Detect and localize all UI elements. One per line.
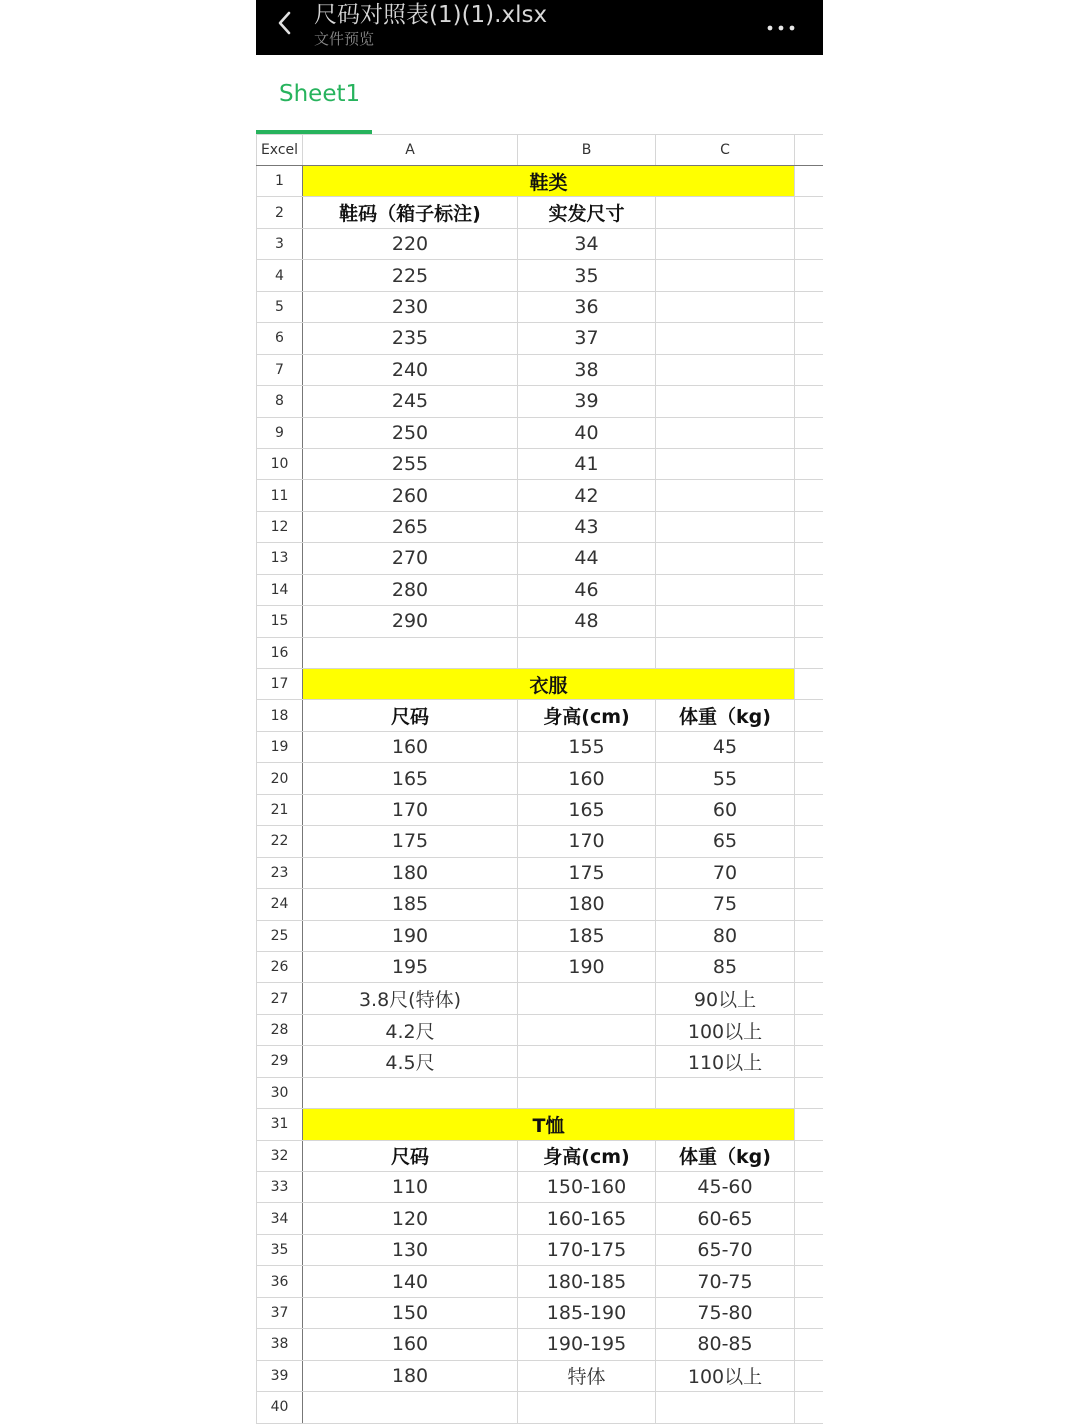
table-row <box>257 1077 824 1108</box>
table-row <box>257 857 824 888</box>
cell[interactable]: 170 <box>303 794 518 825</box>
row-header[interactable]: 22 <box>257 826 303 857</box>
header-cell[interactable] <box>656 197 795 228</box>
table-row <box>257 1172 824 1203</box>
row-header[interactable]: 36 <box>257 1266 303 1297</box>
cell[interactable]: 75 <box>656 889 795 920</box>
table-row <box>257 480 824 511</box>
row-header[interactable]: 11 <box>257 480 303 511</box>
cell[interactable]: 180 <box>303 1360 518 1391</box>
row-header[interactable]: 30 <box>257 1077 303 1108</box>
cell[interactable]: 180 <box>518 889 656 920</box>
cell[interactable]: 4.5尺 <box>303 1046 518 1077</box>
header-cell[interactable]: 身高(cm) <box>518 700 656 731</box>
spreadsheet-grid <box>256 134 823 1424</box>
row-header[interactable]: 29 <box>257 1046 303 1077</box>
column-header-row <box>257 135 824 166</box>
column-header-extra <box>795 135 824 166</box>
row-header[interactable]: 35 <box>257 1234 303 1265</box>
table-row <box>257 197 824 228</box>
cell[interactable]: 46 <box>518 574 656 605</box>
cell[interactable]: 185-190 <box>518 1297 656 1328</box>
header-cell[interactable]: 尺码 <box>303 1140 518 1171</box>
table-row <box>257 1140 824 1171</box>
cell[interactable] <box>795 1360 824 1391</box>
table-row <box>257 983 824 1014</box>
cell[interactable]: 280 <box>303 574 518 605</box>
row-header[interactable]: 6 <box>257 323 303 354</box>
cell[interactable] <box>656 417 795 448</box>
cell[interactable] <box>795 606 824 637</box>
cell[interactable] <box>303 1392 518 1423</box>
table-row <box>257 448 824 479</box>
column-header-c[interactable]: C <box>656 135 795 166</box>
column-header-b[interactable]: B <box>518 135 656 166</box>
cell[interactable]: 80-85 <box>656 1329 795 1360</box>
cell[interactable]: 43 <box>518 511 656 542</box>
cell[interactable] <box>656 291 795 322</box>
cell[interactable] <box>795 983 824 1014</box>
sheet-tabs <box>256 55 823 135</box>
cell[interactable]: 42 <box>518 480 656 511</box>
cell[interactable]: 110 <box>303 1172 518 1203</box>
cell[interactable]: 65-70 <box>656 1234 795 1265</box>
table-row <box>257 1266 824 1297</box>
table-row <box>257 543 824 574</box>
cell[interactable] <box>518 983 656 1014</box>
row-header[interactable]: 13 <box>257 543 303 574</box>
row-header[interactable]: 9 <box>257 417 303 448</box>
cell[interactable] <box>795 637 824 668</box>
cell[interactable]: 48 <box>518 606 656 637</box>
table-row <box>257 574 824 605</box>
cell[interactable] <box>795 480 824 511</box>
table-row <box>257 417 824 448</box>
cell[interactable] <box>303 637 518 668</box>
cell[interactable] <box>795 574 824 605</box>
tab-sheet1[interactable] <box>256 55 372 135</box>
row-header[interactable]: 31 <box>257 1109 303 1140</box>
row-header[interactable]: 7 <box>257 354 303 385</box>
cell[interactable] <box>795 228 824 259</box>
cell[interactable] <box>518 1077 656 1108</box>
cell[interactable]: 140 <box>303 1266 518 1297</box>
row-header[interactable]: 40 <box>257 1392 303 1423</box>
cell[interactable] <box>795 826 824 857</box>
cell[interactable]: 160 <box>303 731 518 762</box>
cell[interactable] <box>656 1392 795 1423</box>
cell[interactable]: 3.8尺(特体) <box>303 983 518 1014</box>
cell[interactable]: 60 <box>656 794 795 825</box>
cell[interactable] <box>795 323 824 354</box>
cell[interactable]: 185 <box>303 889 518 920</box>
table-row <box>257 700 824 731</box>
cell[interactable] <box>795 543 824 574</box>
cell[interactable]: 230 <box>303 291 518 322</box>
cell[interactable]: 240 <box>303 354 518 385</box>
app-screen <box>256 0 823 1426</box>
row-header[interactable]: 12 <box>257 511 303 542</box>
cell[interactable]: 55 <box>656 763 795 794</box>
cell[interactable]: 37 <box>518 323 656 354</box>
header-cell[interactable]: 体重（kg) <box>656 1140 795 1171</box>
cell[interactable]: 110以上 <box>656 1046 795 1077</box>
table-row <box>257 637 824 668</box>
row-header[interactable]: 34 <box>257 1203 303 1234</box>
table-row <box>257 951 824 982</box>
cell[interactable] <box>518 1014 656 1045</box>
row-header[interactable]: 21 <box>257 794 303 825</box>
cell[interactable] <box>795 1014 824 1045</box>
cell[interactable] <box>795 731 824 762</box>
table-row <box>257 826 824 857</box>
cell[interactable]: 39 <box>518 386 656 417</box>
table-row <box>257 1297 824 1328</box>
cell[interactable]: 220 <box>303 228 518 259</box>
cell[interactable] <box>656 606 795 637</box>
row-header[interactable]: 24 <box>257 889 303 920</box>
cell[interactable] <box>795 1297 824 1328</box>
cell[interactable] <box>656 511 795 542</box>
cell[interactable]: 190 <box>518 951 656 982</box>
cell[interactable]: 特体 <box>518 1360 656 1391</box>
row-header[interactable]: 5 <box>257 291 303 322</box>
section-title-cell[interactable]: 衣服 <box>303 669 795 700</box>
cell[interactable] <box>795 889 824 920</box>
row-header[interactable]: 32 <box>257 1140 303 1171</box>
cell[interactable] <box>303 1077 518 1108</box>
cell[interactable] <box>656 1077 795 1108</box>
cell[interactable] <box>795 920 824 951</box>
title-bar <box>256 0 823 55</box>
cell[interactable] <box>795 354 824 385</box>
cell[interactable] <box>795 1329 824 1360</box>
table-row <box>257 794 824 825</box>
table-row <box>257 889 824 920</box>
row-header[interactable]: 16 <box>257 637 303 668</box>
cell[interactable] <box>795 1234 824 1265</box>
row-header[interactable]: 8 <box>257 386 303 417</box>
cell[interactable]: 35 <box>518 260 656 291</box>
cell[interactable]: 75-80 <box>656 1297 795 1328</box>
cell[interactable] <box>795 511 824 542</box>
cell[interactable]: 175 <box>303 826 518 857</box>
row-header[interactable]: 25 <box>257 920 303 951</box>
row-header[interactable]: 15 <box>257 606 303 637</box>
cell[interactable] <box>795 417 824 448</box>
cell[interactable]: 36 <box>518 291 656 322</box>
cell[interactable] <box>795 1392 824 1423</box>
cell[interactable]: 41 <box>518 448 656 479</box>
cell[interactable] <box>656 574 795 605</box>
cell[interactable]: 80 <box>656 920 795 951</box>
cell[interactable] <box>656 480 795 511</box>
cell[interactable]: 290 <box>303 606 518 637</box>
cell[interactable] <box>795 291 824 322</box>
row-header[interactable]: 26 <box>257 951 303 982</box>
row-header[interactable]: 18 <box>257 700 303 731</box>
cell[interactable]: 165 <box>518 794 656 825</box>
cell[interactable]: 70 <box>656 857 795 888</box>
cell[interactable]: 38 <box>518 354 656 385</box>
cell[interactable]: 245 <box>303 386 518 417</box>
row-header[interactable]: 4 <box>257 260 303 291</box>
table-row <box>257 291 824 322</box>
cell[interactable]: 34 <box>518 228 656 259</box>
row-header[interactable]: 33 <box>257 1172 303 1203</box>
cell[interactable] <box>795 857 824 888</box>
cell[interactable] <box>795 1203 824 1234</box>
cell[interactable]: 160-165 <box>518 1203 656 1234</box>
row-header[interactable]: 10 <box>257 448 303 479</box>
header-cell[interactable]: 体重（kg) <box>656 700 795 731</box>
cell[interactable] <box>795 197 824 228</box>
row-header[interactable]: 19 <box>257 731 303 762</box>
cell[interactable]: 180 <box>303 857 518 888</box>
table-row <box>257 606 824 637</box>
cell[interactable] <box>795 700 824 731</box>
row-header[interactable]: 38 <box>257 1329 303 1360</box>
cell[interactable] <box>656 637 795 668</box>
cell[interactable]: 40 <box>518 417 656 448</box>
cell[interactable] <box>795 669 824 700</box>
cell[interactable]: 45-60 <box>656 1172 795 1203</box>
cell[interactable]: 270 <box>303 543 518 574</box>
row-header[interactable]: 14 <box>257 574 303 605</box>
cell[interactable]: 170 <box>518 826 656 857</box>
cell[interactable]: 265 <box>303 511 518 542</box>
cell[interactable]: 160 <box>518 763 656 794</box>
table-row <box>257 511 824 542</box>
cell[interactable]: 60-65 <box>656 1203 795 1234</box>
chevron-left-icon[interactable] <box>274 6 296 40</box>
table-row <box>257 1109 824 1140</box>
header-cell[interactable]: 鞋码（箱子标注) <box>303 197 518 228</box>
table-row <box>257 1360 824 1391</box>
cell[interactable]: 100以上 <box>656 1360 795 1391</box>
cell[interactable]: 225 <box>303 260 518 291</box>
column-header-a[interactable]: A <box>303 135 518 166</box>
cell[interactable] <box>795 260 824 291</box>
cell[interactable] <box>795 1140 824 1171</box>
cell[interactable]: 235 <box>303 323 518 354</box>
cell[interactable] <box>795 763 824 794</box>
cell[interactable] <box>795 951 824 982</box>
cell[interactable]: 150 <box>303 1297 518 1328</box>
cell[interactable]: 190-195 <box>518 1329 656 1360</box>
table-row <box>257 1046 824 1077</box>
file-title: 尺码对照表(1)(1).xlsx <box>314 2 548 28</box>
tab-label: Sheet1 <box>279 81 361 107</box>
table-row <box>257 386 824 417</box>
cell[interactable]: 90以上 <box>656 983 795 1014</box>
table-row <box>257 731 824 762</box>
cell[interactable]: 155 <box>518 731 656 762</box>
cell[interactable]: 185 <box>518 920 656 951</box>
cell[interactable] <box>656 228 795 259</box>
table-row <box>257 920 824 951</box>
cell[interactable]: 180-185 <box>518 1266 656 1297</box>
cell[interactable] <box>795 386 824 417</box>
cell[interactable] <box>656 260 795 291</box>
table-row <box>257 1234 824 1265</box>
cell[interactable]: 130 <box>303 1234 518 1265</box>
cell[interactable] <box>795 1109 824 1140</box>
row-header[interactable]: 39 <box>257 1360 303 1391</box>
cell[interactable]: 160 <box>303 1329 518 1360</box>
cell[interactable] <box>656 354 795 385</box>
row-header[interactable]: 2 <box>257 197 303 228</box>
cell[interactable]: 44 <box>518 543 656 574</box>
header-cell[interactable]: 尺码 <box>303 700 518 731</box>
table-row <box>257 1392 824 1423</box>
cell[interactable]: 65 <box>656 826 795 857</box>
section-title-cell[interactable]: 鞋类 <box>303 166 795 197</box>
row-header[interactable]: 27 <box>257 983 303 1014</box>
cell[interactable] <box>795 1077 824 1108</box>
table-row <box>257 1014 824 1045</box>
cell[interactable]: 190 <box>303 920 518 951</box>
cell[interactable] <box>656 386 795 417</box>
cell[interactable] <box>518 1392 656 1423</box>
table-row <box>257 763 824 794</box>
cell[interactable] <box>795 794 824 825</box>
cell[interactable] <box>795 1172 824 1203</box>
table-row <box>257 260 824 291</box>
cell[interactable]: 100以上 <box>656 1014 795 1045</box>
cell[interactable] <box>656 323 795 354</box>
cell[interactable]: 165 <box>303 763 518 794</box>
cell[interactable]: 85 <box>656 951 795 982</box>
header-cell[interactable]: 实发尺寸 <box>518 197 656 228</box>
cell[interactable]: 175 <box>518 857 656 888</box>
cell[interactable]: 250 <box>303 417 518 448</box>
cell[interactable] <box>656 448 795 479</box>
table-row <box>257 354 824 385</box>
corner-cell[interactable]: Excel <box>257 135 303 166</box>
row-header[interactable]: 28 <box>257 1014 303 1045</box>
row-header[interactable]: 1 <box>257 166 303 197</box>
more-dots-icon[interactable] <box>761 8 801 32</box>
cell[interactable] <box>518 637 656 668</box>
cell[interactable] <box>795 448 824 479</box>
cell[interactable] <box>518 1046 656 1077</box>
section-title-cell[interactable]: T恤 <box>303 1109 795 1140</box>
row-header[interactable]: 3 <box>257 228 303 259</box>
row-header[interactable]: 37 <box>257 1297 303 1328</box>
table-row <box>257 323 824 354</box>
cell[interactable]: 150-160 <box>518 1172 656 1203</box>
row-header[interactable]: 20 <box>257 763 303 794</box>
table-row <box>257 166 824 197</box>
table-row <box>257 228 824 259</box>
cell[interactable] <box>795 1046 824 1077</box>
table-row <box>257 1329 824 1360</box>
table-row <box>257 1203 824 1234</box>
cell[interactable]: 195 <box>303 951 518 982</box>
cell[interactable]: 45 <box>656 731 795 762</box>
cell[interactable]: 120 <box>303 1203 518 1234</box>
cell[interactable]: 255 <box>303 448 518 479</box>
cell[interactable]: 70-75 <box>656 1266 795 1297</box>
header-cell[interactable]: 身高(cm) <box>518 1140 656 1171</box>
cell[interactable] <box>795 1266 824 1297</box>
row-header[interactable]: 17 <box>257 669 303 700</box>
cell[interactable]: 4.2尺 <box>303 1014 518 1045</box>
row-header[interactable]: 23 <box>257 857 303 888</box>
cell[interactable] <box>656 543 795 574</box>
file-subtitle: 文件预览 <box>314 30 375 48</box>
cell[interactable]: 170-175 <box>518 1234 656 1265</box>
cell[interactable] <box>795 166 824 197</box>
cell[interactable]: 260 <box>303 480 518 511</box>
table-row <box>257 669 824 700</box>
